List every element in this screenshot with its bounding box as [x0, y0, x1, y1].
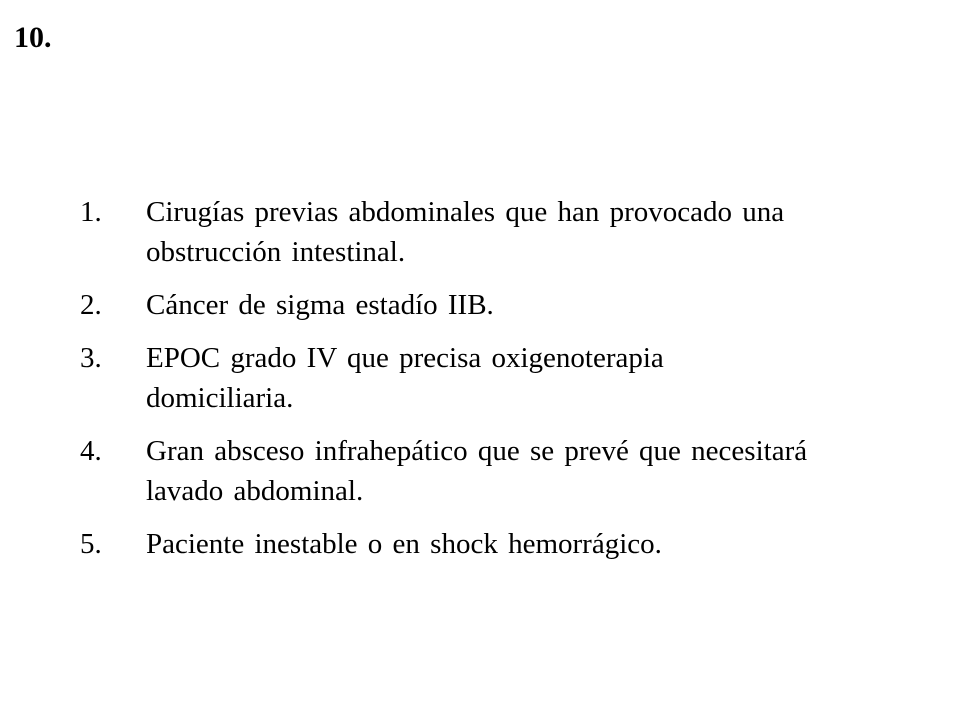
option-number: 2. — [80, 289, 102, 321]
answer-option — [80, 524, 820, 564]
option-text: Cirugías previas abdominales que han provocado una obstrucción intestinal. — [146, 196, 785, 268]
option-number: 1. — [80, 196, 102, 228]
option-text: EPOC grado IV que precisa oxigenoterapia domiciliaria. — [146, 342, 664, 414]
question-number: 10. — [14, 21, 52, 54]
option-number: 3. — [80, 342, 102, 374]
option-text: Paciente inestable o en shock hemorrágico. — [146, 528, 662, 560]
option-number: 4. — [80, 435, 102, 467]
answer-option — [80, 192, 820, 272]
option-text: Cáncer de sigma estadío IIB. — [146, 289, 494, 321]
option-text: Gran absceso infrahepático que se prevé que necesitará lavado abdominal. — [146, 435, 808, 507]
answer-option — [80, 338, 820, 418]
option-number: 5. — [80, 528, 102, 560]
answer-option — [80, 285, 820, 325]
answer-options-list — [80, 192, 820, 577]
answer-option — [80, 431, 820, 511]
